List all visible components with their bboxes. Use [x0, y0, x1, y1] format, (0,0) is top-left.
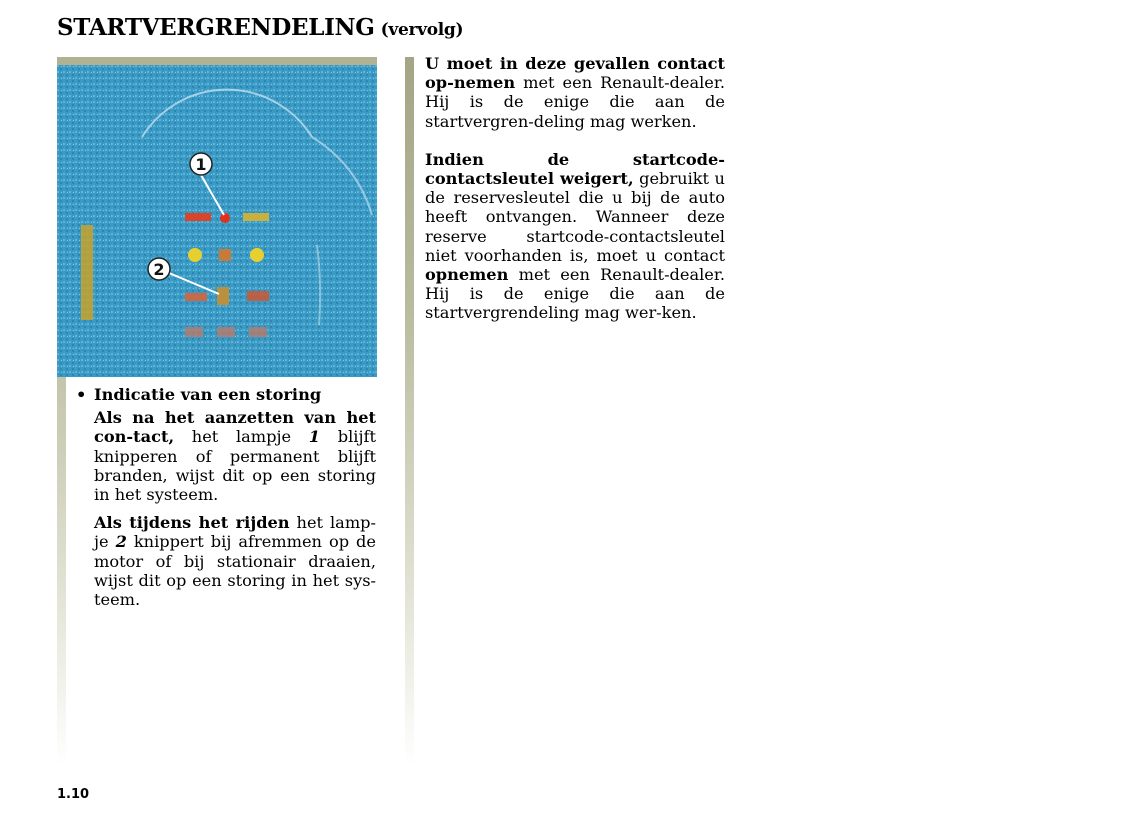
title-subtitle: (vervolg) — [380, 20, 464, 40]
para2-text-a: het lamp-je — [94, 513, 377, 552]
para2-text-b: knippert bij afremmen op de motor of bij stationair draaien, wijst dit op een storing in het sys-teem. — [94, 532, 376, 610]
bullet-title: Indicatie van een storing — [94, 385, 322, 404]
right-para2-text-b: met een Renault-dealer. Hij is de enige die aan de startvergrendeling mag wer-ken. — [425, 265, 725, 323]
callout-2-label: 2 — [153, 260, 165, 279]
right-para1-text: met een Renault-dealer. Hij is de enige die aan de startvergren-deling mag werken. — [425, 73, 725, 131]
warning-lamp — [249, 327, 267, 337]
para1-bold: Als na het aanzetten van het con-tact, — [94, 408, 376, 447]
right-column — [425, 54, 725, 323]
warning-lamp — [247, 291, 269, 301]
immobiliser-lamp — [220, 213, 230, 223]
right-para2-bold2: opnemen — [425, 265, 509, 285]
dashboard-svg — [57, 65, 377, 377]
para1-text-b: blijft knipperen of permanent blijft branden, wijst dit op een storing in het systeem. — [94, 427, 376, 505]
warning-lamp — [185, 293, 207, 301]
paragraph-contact-dealer — [425, 54, 725, 131]
callout-1-label: 1 — [195, 155, 207, 174]
bullet-dot: • — [76, 385, 87, 404]
indicator-lamp — [219, 249, 231, 261]
warning-lamp — [185, 213, 211, 221]
paragraph-lamp-2 — [94, 513, 376, 609]
right-para1-bold: U moet in deze gevallen contact op-nemen — [425, 54, 725, 93]
indicator-lamp — [250, 248, 264, 262]
page-number: 1.10 — [57, 787, 90, 802]
dashboard-illustration — [57, 57, 377, 377]
page-title — [57, 14, 463, 41]
left-column — [76, 385, 376, 609]
para2-lamp-number: 2 — [115, 532, 127, 552]
paragraph-lamp-1 — [94, 408, 376, 504]
bullet-heading — [76, 385, 376, 404]
warning-lamp — [243, 213, 269, 221]
title-main: STARTVERGRENDELING — [57, 14, 375, 41]
injection-lamp — [217, 287, 229, 305]
warning-lamp — [217, 327, 235, 337]
para1-text-a: het lampje — [174, 427, 309, 447]
right-para2-text-a: gebruikt u de reservesleutel die u bij de auto heeft ontvangen. Wanneer deze reserve startcode-contactsleutel niet voorhanden is, moet u contact — [425, 169, 725, 265]
indicator-lamp — [188, 248, 202, 262]
paragraph-spare-key — [425, 150, 725, 323]
right-para2-bold: Indien de startcode-contactsleutel weigert, — [425, 149, 725, 189]
para2-bold: Als tijdens het rijden — [94, 513, 290, 533]
para1-lamp-number: 1 — [308, 427, 321, 447]
fuel-gauge-scale — [81, 225, 93, 320]
warning-lamp — [185, 327, 203, 337]
middle-margin-bar — [405, 57, 414, 767]
bullet-body — [76, 408, 376, 609]
